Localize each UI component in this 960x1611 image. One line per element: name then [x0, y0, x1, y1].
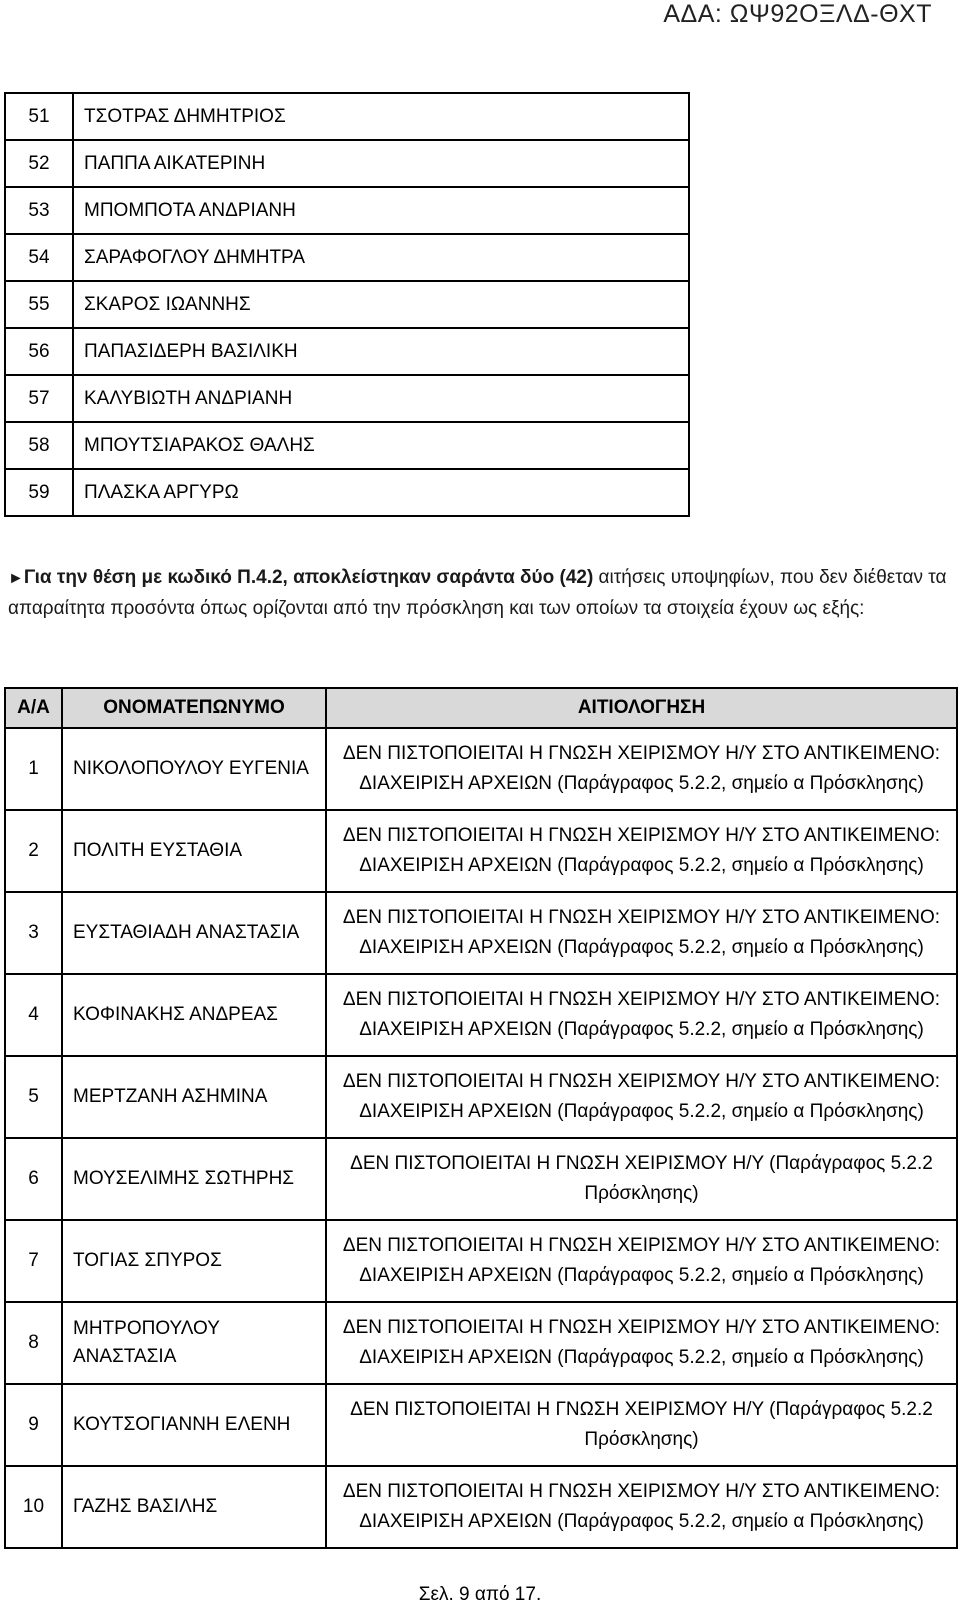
- table-row: [5, 728, 957, 810]
- reason-cell: [326, 974, 957, 1056]
- reason-line-1: ΔΕΝ ΠΙΣΤΟΠΟΙΕΙΤΑΙ Η ΓΝΩΣΗ ΧΕΙΡΙΣΜΟΥ Η/Υ ΣΤΟ ΑΝΤΙΚΕΙΜΕΝΟ:: [342, 1317, 941, 1338]
- table-header-row: [5, 688, 957, 728]
- candidate-name: ΚΟΥΤΣΟΓΙΑΝΝΗ ΕΛΕΝΗ: [62, 1384, 326, 1466]
- header-name: ΟΝΟΜΑΤΕΠΩΝΥΜΟ: [62, 688, 326, 728]
- row-number: 52: [5, 140, 73, 187]
- row-number: 59: [5, 469, 73, 516]
- table-row: [5, 892, 957, 974]
- reason-line-1: ΔΕΝ ΠΙΣΤΟΠΟΙΕΙΤΑΙ Η ΓΝΩΣΗ ΧΕΙΡΙΣΜΟΥ Η/Υ ΣΤΟ ΑΝΤΙΚΕΙΜΕΝΟ:: [342, 825, 941, 846]
- row-number: 1: [5, 728, 62, 810]
- candidate-name: ΜΗΤΡΟΠΟΥΛΟΥ ΑΝΑΣΤΑΣΙΑ: [62, 1302, 326, 1384]
- table-row: [5, 974, 957, 1056]
- table-row: [5, 93, 689, 140]
- candidate-name: ΠΛΑΣΚΑ ΑΡΓΥΡΩ: [73, 469, 689, 516]
- reason-line-1: ΔΕΝ ΠΙΣΤΟΠΟΙΕΙΤΑΙ Η ΓΝΩΣΗ ΧΕΙΡΙΣΜΟΥ Η/Υ (Παράγραφος 5.2.2: [350, 1399, 933, 1420]
- table-row: [5, 1302, 957, 1384]
- reason-cell: [326, 1466, 957, 1548]
- reason-line-2: ΔΙΑΧΕΙΡΙΣΗ ΑΡΧΕΙΩΝ (Παράγραφος 5.2.2, σημείο α Πρόσκλησης): [359, 773, 924, 794]
- table-row: [5, 422, 689, 469]
- candidates-list-table: [4, 92, 690, 517]
- row-number: 53: [5, 187, 73, 234]
- table-row: [5, 1138, 957, 1220]
- candidate-name: ΜΠΟΜΠΟΤΑ ΑΝΔΡΙΑΝΗ: [73, 187, 689, 234]
- table-row: [5, 1466, 957, 1548]
- table-row: [5, 281, 689, 328]
- candidate-name: ΣΚΑΡΟΣ ΙΩΑΝΝΗΣ: [73, 281, 689, 328]
- reason-line-1: ΔΕΝ ΠΙΣΤΟΠΟΙΕΙΤΑΙ Η ΓΝΩΣΗ ΧΕΙΡΙΣΜΟΥ Η/Υ ΣΤΟ ΑΝΤΙΚΕΙΜΕΝΟ:: [342, 743, 941, 764]
- reason-line-1: ΔΕΝ ΠΙΣΤΟΠΟΙΕΙΤΑΙ Η ΓΝΩΣΗ ΧΕΙΡΙΣΜΟΥ Η/Υ ΣΤΟ ΑΝΤΙΚΕΙΜΕΝΟ:: [342, 907, 941, 928]
- reason-line-2: Πρόσκλησης): [584, 1429, 699, 1450]
- table-row: [5, 375, 689, 422]
- table-row: [5, 234, 689, 281]
- row-number: 55: [5, 281, 73, 328]
- candidate-name: ΚΑΛΥΒΙΩΤΗ ΑΝΔΡΙΑΝΗ: [73, 375, 689, 422]
- candidate-name: ΜΕΡΤΖΑΝΗ ΑΣΗΜΙΝΑ: [62, 1056, 326, 1138]
- reason-line-2: ΔΙΑΧΕΙΡΙΣΗ ΑΡΧΕΙΩΝ (Παράγραφος 5.2.2, σημείο α Πρόσκλησης): [359, 1265, 924, 1286]
- candidate-name: ΕΥΣΤΑΘΙΑΔΗ ΑΝΑΣΤΑΣΙΑ: [62, 892, 326, 974]
- candidate-name: ΜΟΥΣΕΛΙΜΗΣ ΣΩΤΗΡΗΣ: [62, 1138, 326, 1220]
- header-reason: ΑΙΤΙΟΛΟΓΗΣΗ: [326, 688, 957, 728]
- candidate-name: ΜΠΟΥΤΣΙΑΡΑΚΟΣ ΘΑΛΗΣ: [73, 422, 689, 469]
- row-number: 7: [5, 1220, 62, 1302]
- reason-line-1: ΔΕΝ ΠΙΣΤΟΠΟΙΕΙΤΑΙ Η ΓΝΩΣΗ ΧΕΙΡΙΣΜΟΥ Η/Υ ΣΤΟ ΑΝΤΙΚΕΙΜΕΝΟ:: [342, 1071, 941, 1092]
- reason-line-2: ΔΙΑΧΕΙΡΙΣΗ ΑΡΧΕΙΩΝ (Παράγραφος 5.2.2, σημείο α Πρόσκλησης): [359, 1101, 924, 1122]
- row-number: 6: [5, 1138, 62, 1220]
- row-number: 4: [5, 974, 62, 1056]
- paragraph-text: αιτήσεις υποψηφίων, που δεν διέθεταν τα απαραίτητα προσόντα όπως ορίζονται από την πρόσκληση και των οποίων τα στοιχεία έχουν ως εξής:: [8, 567, 947, 619]
- table-row: [5, 140, 689, 187]
- excluded-candidates-table: [4, 687, 958, 1549]
- table-row: [5, 1220, 957, 1302]
- reason-line-2: ΔΙΑΧΕΙΡΙΣΗ ΑΡΧΕΙΩΝ (Παράγραφος 5.2.2, σημείο α Πρόσκλησης): [359, 855, 924, 876]
- row-number: 58: [5, 422, 73, 469]
- reason-cell: [326, 1056, 957, 1138]
- ada-code: ΑΔΑ: ΩΨ92ΟΞΛΔ-ΘΧΤ: [663, 0, 932, 28]
- reason-cell: [326, 1384, 957, 1466]
- table-row: [5, 1056, 957, 1138]
- header-aa: Α/Α: [5, 688, 62, 728]
- row-number: 2: [5, 810, 62, 892]
- row-number: 10: [5, 1466, 62, 1548]
- reason-line-2: ΔΙΑΧΕΙΡΙΣΗ ΑΡΧΕΙΩΝ (Παράγραφος 5.2.2, σημείο α Πρόσκλησης): [359, 1019, 924, 1040]
- reason-cell: [326, 1302, 957, 1384]
- arrow-icon: ►: [8, 570, 24, 587]
- reason-line-1: ΔΕΝ ΠΙΣΤΟΠΟΙΕΙΤΑΙ Η ΓΝΩΣΗ ΧΕΙΡΙΣΜΟΥ Η/Υ ΣΤΟ ΑΝΤΙΚΕΙΜΕΝΟ:: [342, 989, 941, 1010]
- table-row: [5, 328, 689, 375]
- table-row: [5, 810, 957, 892]
- table-row: [5, 187, 689, 234]
- row-number: 5: [5, 1056, 62, 1138]
- reason-line-2: ΔΙΑΧΕΙΡΙΣΗ ΑΡΧΕΙΩΝ (Παράγραφος 5.2.2, σημείο α Πρόσκλησης): [359, 937, 924, 958]
- row-number: 56: [5, 328, 73, 375]
- candidate-name: ΚΟΦΙΝΑΚΗΣ ΑΝΔΡΕΑΣ: [62, 974, 326, 1056]
- row-number: 8: [5, 1302, 62, 1384]
- reason-cell: [326, 1220, 957, 1302]
- reason-cell: [326, 810, 957, 892]
- reason-line-1: ΔΕΝ ΠΙΣΤΟΠΟΙΕΙΤΑΙ Η ΓΝΩΣΗ ΧΕΙΡΙΣΜΟΥ Η/Υ (Παράγραφος 5.2.2: [350, 1153, 933, 1174]
- row-number: 9: [5, 1384, 62, 1466]
- candidate-name: ΠΑΠΠΑ ΑΙΚΑΤΕΡΙΝΗ: [73, 140, 689, 187]
- row-number: 3: [5, 892, 62, 974]
- row-number: 57: [5, 375, 73, 422]
- reason-line-2: ΔΙΑΧΕΙΡΙΣΗ ΑΡΧΕΙΩΝ (Παράγραφος 5.2.2, σημείο α Πρόσκλησης): [359, 1511, 924, 1532]
- candidate-name: ΤΣΟΤΡΑΣ ΔΗΜΗΤΡΙΟΣ: [73, 93, 689, 140]
- candidate-name: ΠΟΛΙΤΗ ΕΥΣΤΑΘΙΑ: [62, 810, 326, 892]
- reason-line-1: ΔΕΝ ΠΙΣΤΟΠΟΙΕΙΤΑΙ Η ΓΝΩΣΗ ΧΕΙΡΙΣΜΟΥ Η/Υ ΣΤΟ ΑΝΤΙΚΕΙΜΕΝΟ:: [342, 1235, 941, 1256]
- paragraph-bold-intro: Για την θέση με κωδικό Π.4.2, αποκλείστηκαν σαράντα δύο (42): [23, 567, 594, 588]
- reason-cell: [326, 892, 957, 974]
- candidate-name: ΣΑΡΑΦΟΓΛΟΥ ΔΗΜΗΤΡΑ: [73, 234, 689, 281]
- reason-line-2: Πρόσκλησης): [584, 1183, 699, 1204]
- page-number: Σελ. 9 από 17.: [418, 1584, 542, 1605]
- exclusion-paragraph: [8, 563, 953, 624]
- candidate-name: ΠΑΠΑΣΙΔΕΡΗ ΒΑΣΙΛΙΚΗ: [73, 328, 689, 375]
- table-row: [5, 469, 689, 516]
- reason-cell: [326, 728, 957, 810]
- table-row: [5, 1384, 957, 1466]
- row-number: 54: [5, 234, 73, 281]
- candidate-name: ΝΙΚΟΛΟΠΟΥΛΟΥ ΕΥΓΕΝΙΑ: [62, 728, 326, 810]
- reason-line-2: ΔΙΑΧΕΙΡΙΣΗ ΑΡΧΕΙΩΝ (Παράγραφος 5.2.2, σημείο α Πρόσκλησης): [359, 1347, 924, 1368]
- reason-cell: [326, 1138, 957, 1220]
- row-number: 51: [5, 93, 73, 140]
- candidate-name: ΓΑΖΗΣ ΒΑΣΙΛΗΣ: [62, 1466, 326, 1548]
- reason-line-1: ΔΕΝ ΠΙΣΤΟΠΟΙΕΙΤΑΙ Η ΓΝΩΣΗ ΧΕΙΡΙΣΜΟΥ Η/Υ ΣΤΟ ΑΝΤΙΚΕΙΜΕΝΟ:: [342, 1481, 941, 1502]
- candidate-name: ΤΟΓΙΑΣ ΣΠΥΡΟΣ: [62, 1220, 326, 1302]
